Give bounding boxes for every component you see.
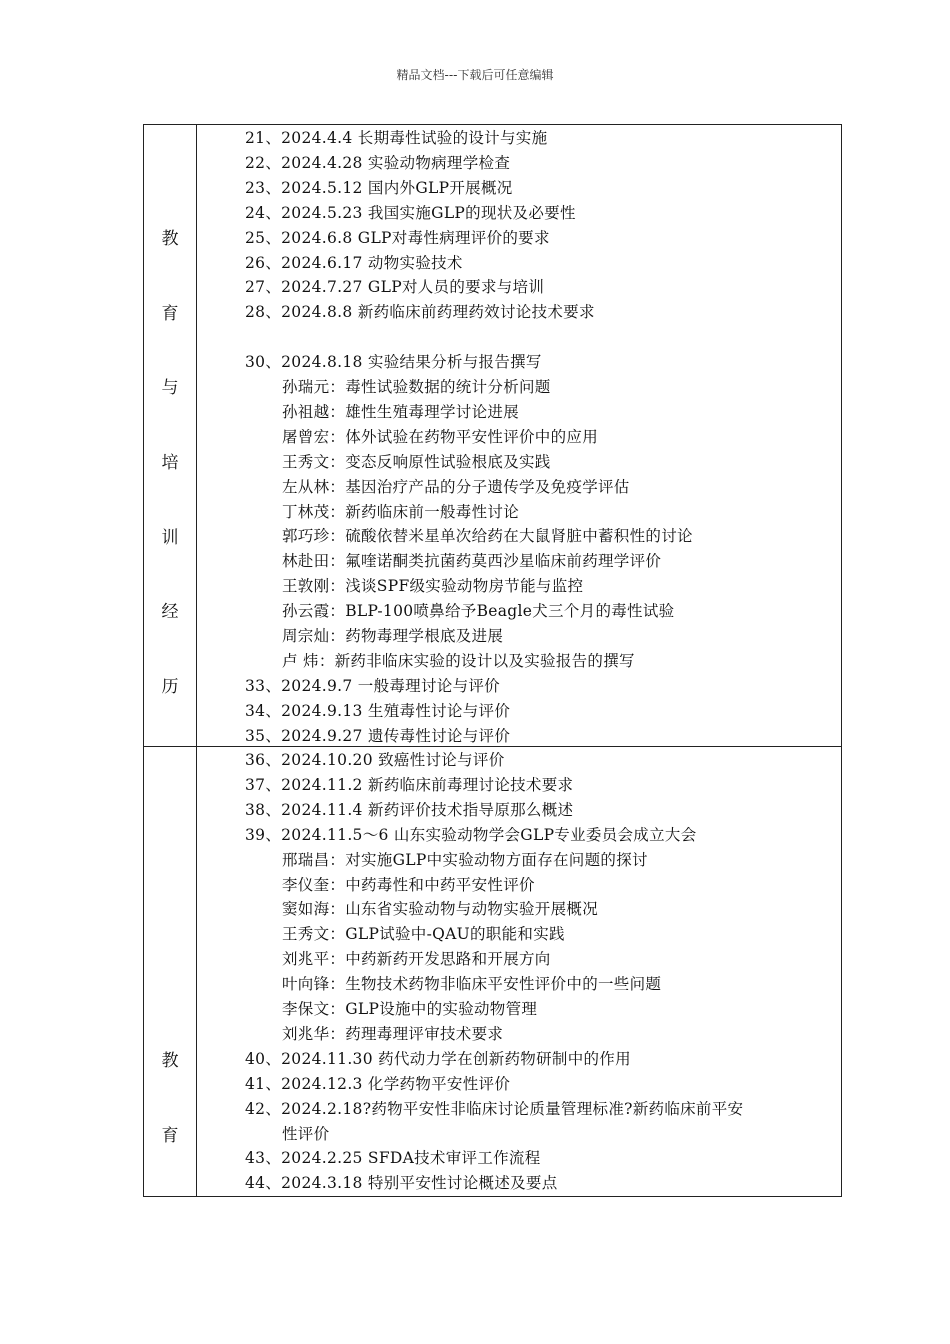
education-training-section <box>143 124 842 747</box>
training-entry: 刘兆平：中药新药开发思路和开展方向 <box>282 950 551 969</box>
section-content <box>196 125 841 746</box>
training-entry: 李仪奎：中药毒性和中药平安性评价 <box>282 875 535 894</box>
section-content <box>196 747 841 1196</box>
training-entry: 23、2024.5.12 国内外GLP开展概况 <box>245 178 513 197</box>
training-entry: 41、2024.12.3 化学药物平安性评价 <box>245 1074 511 1093</box>
section-label-column <box>144 125 197 746</box>
training-entry: 22、2024.4.28 实验动物病理学检查 <box>245 153 511 172</box>
training-entry: 26、2024.6.17 动物实验技术 <box>245 253 463 272</box>
training-entry: 窦如海：山东省实验动物与动物实验开展概况 <box>282 900 599 919</box>
training-entry: 42、2024.2.18?药物平安性非临床讨论质量管理标准?新药临床前平安 <box>245 1099 744 1118</box>
label-char: 教 <box>161 1051 179 1071</box>
training-entry: 25、2024.6.8 GLP对毒性病理评价的要求 <box>245 228 550 247</box>
training-entry: 43、2024.2.25 SFDA技术审评工作流程 <box>245 1149 541 1168</box>
page-header: 精品文档---下载后可任意编辑 <box>396 68 554 82</box>
training-entry: 左从林：基因治疗产品的分子遗传学及免疫学评估 <box>282 477 630 496</box>
training-entry: 34、2024.9.13 生殖毒性讨论与评价 <box>245 701 511 720</box>
training-entry: 孙瑞元：毒性试验数据的统计分析问题 <box>282 378 551 396</box>
training-entry: 28、2024.8.8 新药临床前药理药效讨论技术要求 <box>245 303 595 322</box>
training-entry: 孙云霞：BLP-100喷鼻给予Beagle犬三个月的毒性试验 <box>282 602 675 621</box>
training-entry: 卢 炜：新药非临床实验的设计以及实验报告的撰写 <box>282 651 635 670</box>
training-entry: 44、2024.3.18 特别平安性讨论概述及要点 <box>245 1174 558 1193</box>
training-entry: 30、2024.8.18 实验结果分析与报告撰写 <box>245 353 542 372</box>
training-entry: 33、2024.9.7 一般毒理讨论与评价 <box>245 676 500 695</box>
training-entry: 27、2024.7.27 GLP对人员的要求与培训 <box>245 278 545 297</box>
label-char: 训 <box>161 528 179 548</box>
label-char: 教 <box>161 229 179 249</box>
training-entry: 王秀文：GLP试验中-QAU的职能和实践 <box>282 925 565 944</box>
training-entry: 35、2024.9.27 遗传毒性讨论与评价 <box>245 726 511 745</box>
training-entry: 丁林茂：新药临床前一般毒性讨论 <box>282 502 520 521</box>
training-entry: 39、2024.11.5～6 山东实验动物学会GLP专业委员会成立大会 <box>245 825 697 844</box>
label-char: 经 <box>161 602 179 622</box>
training-entry: 性评价 <box>282 1124 330 1143</box>
training-entry: 刘兆华：药理毒理评审技术要求 <box>282 1024 504 1043</box>
label-char: 育 <box>161 304 179 324</box>
training-entry: 21、2024.4.4 长期毒性试验的设计与实施 <box>245 129 548 147</box>
training-entry: 屠曾宏：体外试验在药物平安性评价中的应用 <box>282 427 599 446</box>
training-entry: 邢瑞昌：对实施GLP中实验动物方面存在问题的探讨 <box>282 850 648 869</box>
training-entry: 林赴田：氟喹诺酮类抗菌药莫西沙星临床前药理学评价 <box>282 552 662 571</box>
training-entry: 李保文：GLP设施中的实验动物管理 <box>282 1000 538 1018</box>
training-entry: 38、2024.11.4 新药评价技术指导原那么概述 <box>245 800 574 819</box>
training-entry: 孙祖越：雄性生殖毒理学讨论进展 <box>282 402 520 421</box>
training-entry: 周宗灿：药物毒理学根底及进展 <box>282 627 504 645</box>
training-entry: 叶向锋：生物技术药物非临床平安性评价中的一些问题 <box>282 975 662 994</box>
label-char: 育 <box>161 1126 179 1146</box>
training-entry: 郭巧珍：硫酸依替米星单次给药在大鼠肾脏中蓄积性的讨论 <box>282 527 693 546</box>
training-entry: 王敦刚：浅谈SPF级实验动物房节能与监控 <box>282 577 584 596</box>
label-char: 与 <box>161 378 179 398</box>
education-section-continued <box>143 746 842 1197</box>
training-entry: 王秀文：变态反响原性试验根底及实践 <box>282 452 551 471</box>
training-entry: 40、2024.11.30 药代动力学在创新药物研制中的作用 <box>245 1049 631 1068</box>
section-label-column <box>144 747 197 1196</box>
training-entry: 24、2024.5.23 我国实施GLP的现状及必要性 <box>245 203 576 222</box>
label-char: 历 <box>161 677 179 697</box>
training-entry: 36、2024.10.20 致癌性讨论与评价 <box>245 751 505 769</box>
training-entry: 37、2024.11.2 新药临床前毒理讨论技术要求 <box>245 775 574 794</box>
label-char: 培 <box>161 453 179 473</box>
